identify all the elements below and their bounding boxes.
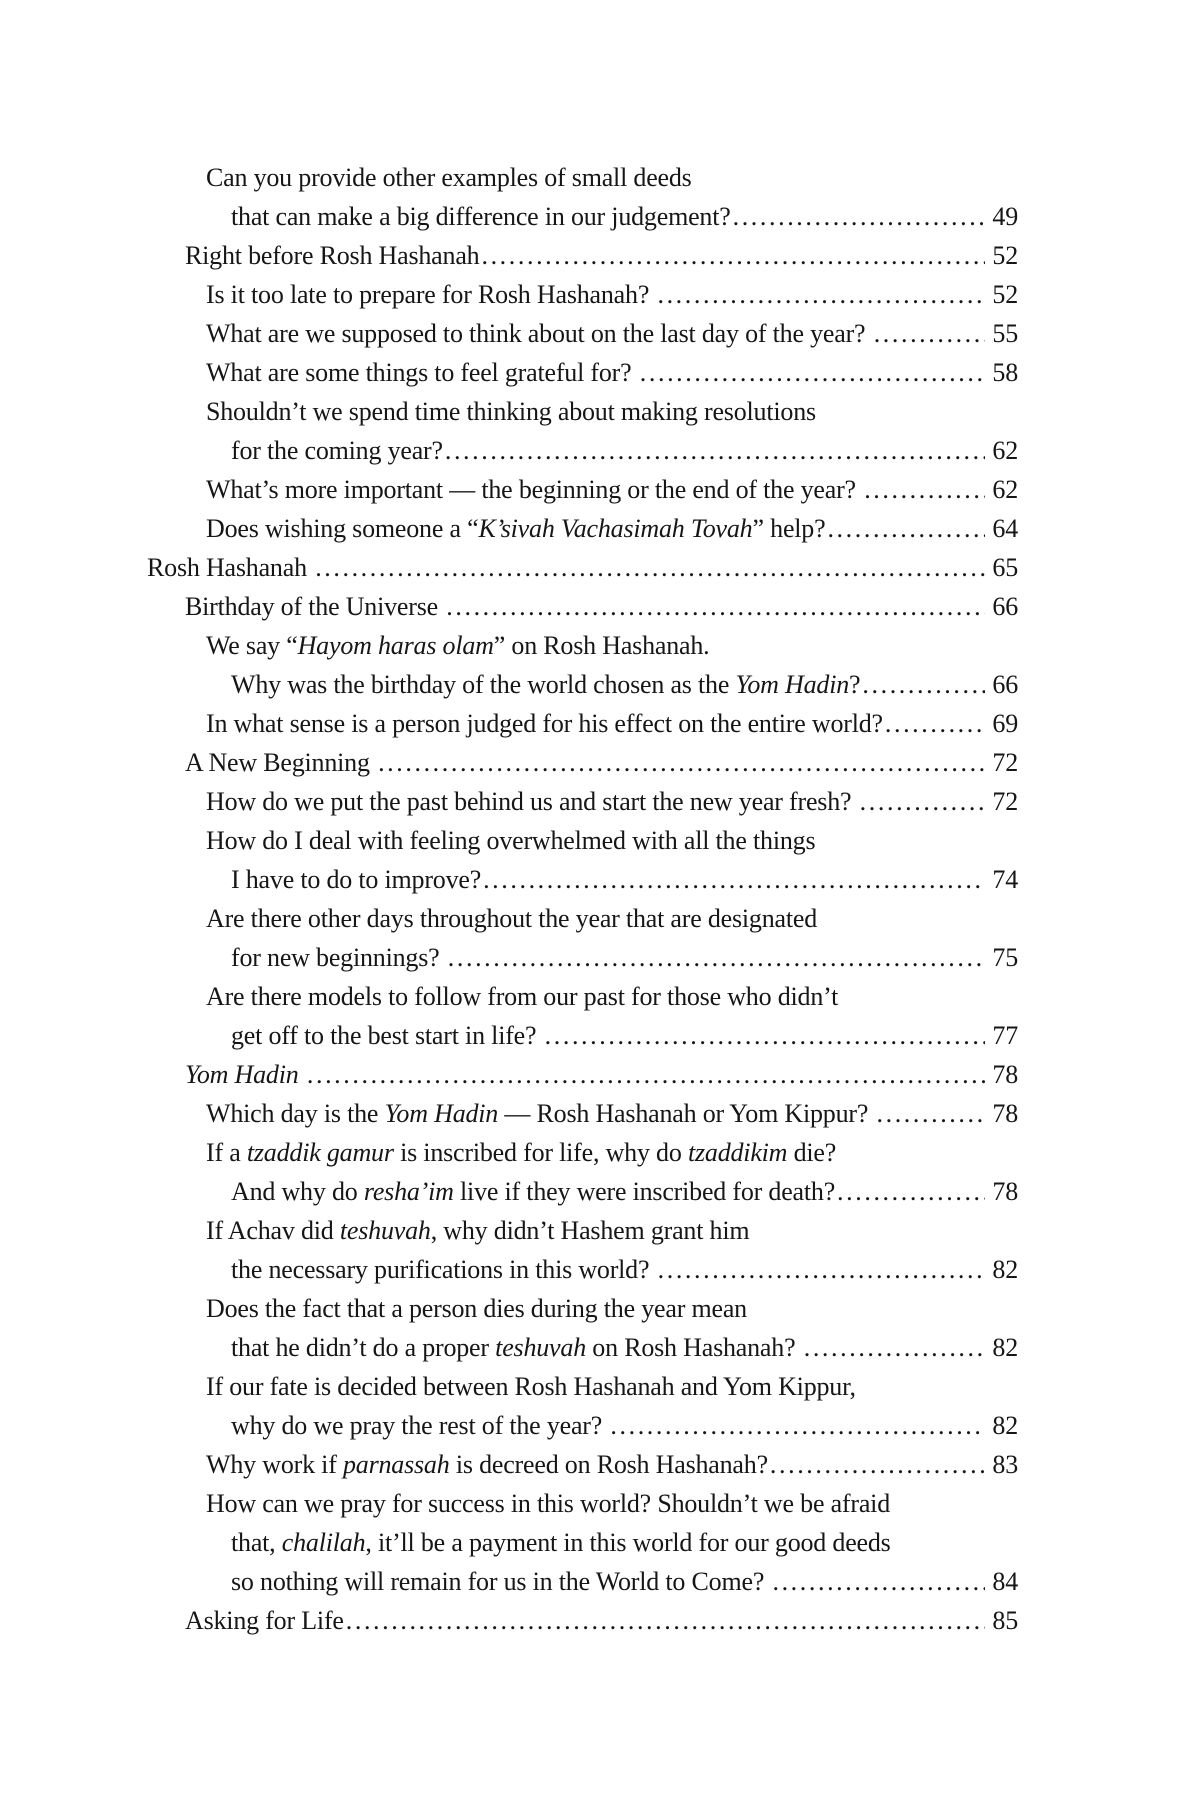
toc-entry-text: Yom Hadin [185,1060,299,1089]
dot-leader [874,314,986,353]
dot-leader [885,704,986,743]
page-number: 82 [992,1333,1018,1362]
page-number: 77 [992,1021,1018,1050]
toc-row [231,665,1018,704]
toc-entry-text: so nothing will remain for us in the World to Come? [231,1567,771,1596]
toc-entry-text: for the coming year? [231,436,443,465]
dot-leader [770,1445,985,1484]
page-number: 52 [992,280,1018,309]
toc-row [206,626,1018,665]
toc-entry-text: the necessary purifications in this world? [231,1255,656,1284]
toc-entry-text: If a tzaddik gamur is inscribed for life, why do tzaddikim die? [206,1138,837,1167]
dot-leader [837,1172,985,1211]
toc-row [206,821,1018,860]
toc-entry-text: We say “Hayom haras olam” on Rosh Hashanah. [206,631,710,660]
toc-row [206,392,1018,431]
toc-row [206,704,1018,743]
toc-row [185,587,1018,626]
page-number: 72 [992,787,1018,816]
page-number: 66 [992,670,1018,699]
toc-row [206,1367,1018,1406]
toc-entry-text: Can you provide other examples of small deeds [206,163,692,192]
page-number: 69 [992,709,1018,738]
toc-entry-text: If Achav did teshuvah, why didn’t Hashem grant him [206,1216,750,1245]
dot-leader [315,548,985,587]
toc-row [231,431,1018,470]
dot-leader [346,1601,986,1640]
toc-entry-text: Are there other days throughout the year that are designated [206,904,818,933]
toc-row [206,314,1018,353]
page-number: 78 [992,1099,1018,1128]
toc-row [206,158,1018,197]
toc-entry-text: why do we pray the rest of the year? [231,1411,609,1440]
toc-entry-text: If our fate is decided between Rosh Hashanah and Yom Kippur, [206,1372,856,1401]
toc-entry-text: What are some things to feel grateful for? [206,358,638,387]
toc-entry-text: Does wishing someone a “K’sivah Vachasimah Tovah” help? [206,514,826,543]
toc-entry-text: What are we supposed to think about on the last day of the year? [206,319,872,348]
toc-row [206,1445,1018,1484]
toc-row [206,782,1018,821]
toc-entry-text: And why do resha’im live if they were inscribed for death? [231,1177,836,1206]
dot-leader [448,938,986,977]
toc-row [206,1211,1018,1250]
toc-row [206,275,1018,314]
page-number: 84 [992,1567,1018,1596]
dot-leader [640,353,986,392]
toc-entry-text: What’s more important — the beginning or the end of the year? [206,475,863,504]
dot-leader [827,509,985,548]
toc-row [206,977,1018,1016]
page-number: 64 [992,514,1018,543]
dot-leader [862,665,985,704]
toc-row [231,1250,1018,1289]
toc-entry-text: How do we put the past behind us and start the new year fresh? [206,787,858,816]
toc-row [185,743,1018,782]
toc-entry-text: Birthday of the Universe [185,592,445,621]
page-number: 62 [992,475,1018,504]
dot-leader [481,236,985,275]
dot-leader [378,743,985,782]
toc-entry-text: that can make a big difference in our judgement? [231,202,731,231]
page-number: 65 [992,553,1018,582]
page-number: 55 [992,319,1018,348]
dot-leader [483,860,985,899]
toc-entry-text: How can we pray for success in this world? Shouldn’t we be afraid [206,1489,890,1518]
page-number: 75 [992,943,1018,972]
toc-row [231,938,1018,977]
page-number: 62 [992,436,1018,465]
toc-row [206,470,1018,509]
toc-row [231,1016,1018,1055]
toc-row [231,1562,1018,1601]
dot-leader [804,1328,986,1367]
dot-leader [733,197,986,236]
dot-leader [658,1250,986,1289]
toc-row [206,509,1018,548]
toc-row [231,1523,1018,1562]
dot-leader [877,1094,986,1133]
page-number: 82 [992,1411,1018,1440]
dot-leader [860,782,986,821]
toc-row [206,1133,1018,1172]
page-number: 82 [992,1255,1018,1284]
page-number: 52 [992,241,1018,270]
page-number: 78 [992,1177,1018,1206]
toc-row [231,1172,1018,1211]
toc-entry-text: Does the fact that a person dies during the year mean [206,1294,747,1323]
dot-leader [864,470,985,509]
page-number: 83 [992,1450,1018,1479]
toc-row [185,1601,1018,1640]
toc-entry-text: get off to the best start in life? [231,1021,543,1050]
page-number: 66 [992,592,1018,621]
toc-entry-text: Shouldn’t we spend time thinking about making resolutions [206,397,816,426]
toc-entry-text: Which day is the Yom Hadin — Rosh Hashanah or Yom Kippur? [206,1099,875,1128]
toc-entry-text: Asking for Life [185,1606,344,1635]
dot-leader [445,431,986,470]
toc-entry-text: Why work if parnassah is decreed on Rosh Hashanah? [206,1450,768,1479]
toc-row [185,1055,1018,1094]
toc-row [206,1289,1018,1328]
toc-row [206,353,1018,392]
toc-entry-text: Rosh Hashanah [147,553,314,582]
toc-row [231,1328,1018,1367]
toc-entry-text: for new beginnings? [231,943,446,972]
page-number: 49 [992,202,1018,231]
dot-leader [772,1562,985,1601]
toc-row [206,1484,1018,1523]
dot-leader [657,275,985,314]
toc-entry-text: that, chalilah, it’ll be a payment in this world for our good deeds [231,1528,891,1557]
dot-leader [307,1055,986,1094]
page-number: 78 [992,1060,1018,1089]
page-number: 72 [992,748,1018,777]
dot-leader [545,1016,986,1055]
toc-row [185,236,1018,275]
toc-entry-text: A New Beginning [185,748,377,777]
toc-entry-text: How do I deal with feeling overwhelmed with all the things [206,826,816,855]
toc-row [231,197,1018,236]
toc-entry-text: Right before Rosh Hashanah [185,241,480,270]
toc-entry-text: I have to do to improve? [231,865,482,894]
toc-row [206,1094,1018,1133]
toc-entry-text: In what sense is a person judged for his effect on the entire world? [206,709,883,738]
toc-entry-text: Are there models to follow from our past for those who didn’t [206,982,839,1011]
toc-row [206,899,1018,938]
toc-row [231,1406,1018,1445]
page-number: 85 [992,1606,1018,1635]
toc-entry-text: that he didn’t do a proper teshuvah on Rosh Hashanah? [231,1333,802,1362]
dot-leader [610,1406,985,1445]
toc-row [231,860,1018,899]
page-number: 58 [992,358,1018,387]
dot-leader [446,587,985,626]
page-number: 74 [992,865,1018,894]
toc-entry-text: Why was the birthday of the world chosen as the Yom Hadin? [231,670,861,699]
toc-row [147,548,1018,587]
toc-entry-text: Is it too late to prepare for Rosh Hashanah? [206,280,656,309]
